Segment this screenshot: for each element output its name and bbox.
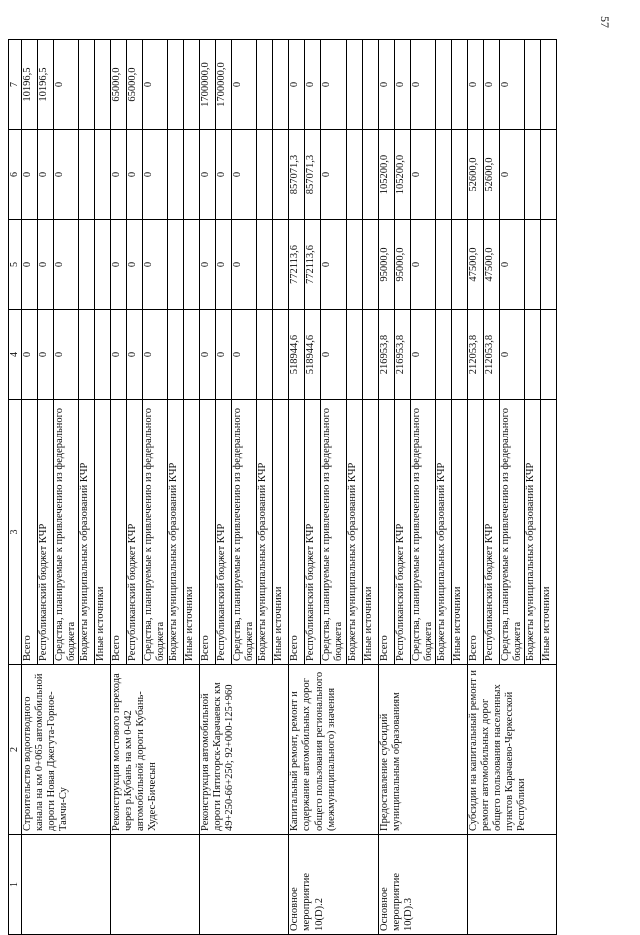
amount-cell: 0 [499, 310, 524, 400]
amount-cell: 0 [111, 130, 127, 220]
funding-source-cell: Иные источники [540, 400, 556, 665]
amount-cell: 10196,5 [38, 40, 54, 130]
activity-name-cell: Реконструкция автомобильной дороги Пятигорск-Карачаевск км 49+250-66+250; 92+000-125+960 [200, 665, 289, 835]
amount-cell [79, 130, 95, 220]
header-row [9, 40, 22, 935]
amount-cell: 212053,8 [483, 310, 499, 400]
amount-cell: 0 [54, 220, 79, 310]
amount-cell: 0 [216, 130, 232, 220]
funding-source-cell: Бюджеты муниципальных образований КЧР [79, 400, 95, 665]
amount-cell: 0 [143, 220, 168, 310]
amount-cell [273, 220, 289, 310]
column-header: 2 [9, 665, 22, 835]
table-row [289, 40, 305, 935]
amount-cell: 0 [232, 130, 257, 220]
amount-cell [435, 220, 451, 310]
funding-source-cell: Иные источники [362, 400, 378, 665]
amount-cell: 212053,8 [467, 310, 483, 400]
amount-cell [362, 40, 378, 130]
amount-cell [540, 40, 556, 130]
amount-cell [540, 310, 556, 400]
funding-source-cell: Средства, планируемые к привлечению из федерального бюджета [232, 400, 257, 665]
amount-cell: 0 [499, 130, 524, 220]
amount-cell [451, 130, 467, 220]
amount-cell: 0 [216, 220, 232, 310]
amount-cell [451, 40, 467, 130]
amount-cell [346, 130, 362, 220]
amount-cell [257, 40, 273, 130]
amount-cell: 216953,8 [394, 310, 410, 400]
amount-cell: 857071,3 [305, 130, 321, 220]
funding-source-cell: Иные источники [184, 400, 200, 665]
amount-cell: 0 [378, 40, 394, 130]
amount-cell [79, 220, 95, 310]
amount-cell [435, 310, 451, 400]
amount-cell: 65000,0 [111, 40, 127, 130]
funding-source-cell: Республиканский бюджет КЧР [305, 400, 321, 665]
amount-cell: 0 [410, 220, 435, 310]
amount-cell: 772113,6 [289, 220, 305, 310]
amount-cell: 0 [54, 40, 79, 130]
amount-cell: 0 [22, 220, 38, 310]
table-row [22, 40, 38, 935]
amount-cell [257, 310, 273, 400]
activity-name-cell: Капитальный ремонт, ремонт и содержание автомобильных дорог общего пользования регионального (межмуниципального) значения [289, 665, 378, 835]
amount-cell [95, 310, 111, 400]
funding-source-cell: Средства, планируемые к привлечению из федерального бюджета [410, 400, 435, 665]
amount-cell: 0 [216, 310, 232, 400]
amount-cell [184, 40, 200, 130]
funding-source-cell: Средства, планируемые к привлечению из федерального бюджета [499, 400, 524, 665]
funding-source-cell: Бюджеты муниципальных образований КЧР [524, 400, 540, 665]
amount-cell: 0 [127, 220, 143, 310]
amount-cell: 0 [127, 130, 143, 220]
amount-cell: 0 [54, 310, 79, 400]
amount-cell: 0 [111, 220, 127, 310]
amount-cell: 47500,0 [467, 220, 483, 310]
amount-cell [346, 310, 362, 400]
amount-cell: 0 [143, 40, 168, 130]
funding-source-cell: Республиканский бюджет КЧР [38, 400, 54, 665]
amount-cell [95, 40, 111, 130]
amount-cell [435, 40, 451, 130]
amount-cell [168, 310, 184, 400]
funding-source-cell: Бюджеты муниципальных образований КЧР [346, 400, 362, 665]
amount-cell: 52600,0 [483, 130, 499, 220]
amount-cell [540, 220, 556, 310]
activity-code-cell: Основное мероприятие 10(D).3 [378, 835, 467, 935]
activity-code-cell [22, 835, 111, 935]
table-wrapper [8, 40, 568, 935]
activity-name-cell: Предоставление субсидий муниципальным образованиям [378, 665, 467, 835]
amount-cell: 105200,0 [394, 130, 410, 220]
activity-name-cell: Строительство водоотводного канала на км 0+065 автомобильной дороги Новая Джегута-Горное-Тамчи-Су [22, 665, 111, 835]
amount-cell: 0 [499, 220, 524, 310]
page-number: 57 [598, 16, 612, 28]
amount-cell: 0 [54, 130, 79, 220]
amount-cell [168, 220, 184, 310]
amount-cell: 0 [232, 40, 257, 130]
amount-cell [184, 310, 200, 400]
funding-source-cell: Всего [467, 400, 483, 665]
amount-cell: 0 [38, 310, 54, 400]
funding-source-cell: Иные источники [273, 400, 289, 665]
funding-source-cell: Республиканский бюджет КЧР [216, 400, 232, 665]
activity-name-cell: Реконструкция мостового перехода через р.Кубань на км 0-042 автомобильной дороги Кубань-Худес-Бичесын [111, 665, 200, 835]
amount-cell [257, 130, 273, 220]
amount-cell [257, 220, 273, 310]
funding-source-cell: Бюджеты муниципальных образований КЧР [168, 400, 184, 665]
amount-cell: 0 [127, 310, 143, 400]
funding-source-cell: Всего [378, 400, 394, 665]
amount-cell [95, 220, 111, 310]
activity-code-cell [467, 835, 556, 935]
activity-name-cell: Субсидии на капитальный ремонт и ремонт автомобильных дорог общего пользования населенных пунктов Карачаево-Черкесской Республики [467, 665, 556, 835]
funding-source-cell: Всего [22, 400, 38, 665]
amount-cell: 518944,6 [289, 310, 305, 400]
amount-cell: 0 [467, 40, 483, 130]
amount-cell: 518944,6 [305, 310, 321, 400]
amount-cell: 0 [321, 130, 346, 220]
amount-cell [346, 220, 362, 310]
amount-cell [168, 130, 184, 220]
funding-source-cell: Республиканский бюджет КЧР [394, 400, 410, 665]
amount-cell [451, 220, 467, 310]
column-header: 3 [9, 400, 22, 665]
funding-source-cell: Всего [111, 400, 127, 665]
column-header: 5 [9, 220, 22, 310]
amount-cell: 105200,0 [378, 130, 394, 220]
amount-cell [273, 130, 289, 220]
amount-cell [362, 310, 378, 400]
funding-source-cell: Всего [200, 400, 216, 665]
amount-cell: 0 [22, 130, 38, 220]
amount-cell [362, 220, 378, 310]
amount-cell: 0 [321, 220, 346, 310]
activity-code-cell: Основное мероприятие 10(D).2 [289, 835, 378, 935]
amount-cell [95, 130, 111, 220]
amount-cell [273, 310, 289, 400]
amount-cell [79, 40, 95, 130]
funding-source-cell: Иные источники [95, 400, 111, 665]
amount-cell: 10196,5 [22, 40, 38, 130]
amount-cell: 1700000,0 [216, 40, 232, 130]
amount-cell: 0 [111, 310, 127, 400]
funding-source-cell: Бюджеты муниципальных образований КЧР [435, 400, 451, 665]
amount-cell: 0 [143, 130, 168, 220]
amount-cell: 0 [38, 130, 54, 220]
amount-cell [184, 130, 200, 220]
amount-cell [451, 310, 467, 400]
amount-cell [524, 130, 540, 220]
amount-cell: 772113,6 [305, 220, 321, 310]
amount-cell: 0 [305, 40, 321, 130]
amount-cell: 0 [410, 310, 435, 400]
funding-source-cell: Всего [289, 400, 305, 665]
funding-source-cell: Иные источники [451, 400, 467, 665]
amount-cell: 95000,0 [378, 220, 394, 310]
table-row [200, 40, 216, 935]
funding-table [8, 39, 557, 935]
table-row [111, 40, 127, 935]
amount-cell: 95000,0 [394, 220, 410, 310]
amount-cell [184, 220, 200, 310]
amount-cell [168, 40, 184, 130]
column-header: 6 [9, 130, 22, 220]
table-row [467, 40, 483, 935]
funding-source-cell: Средства, планируемые к привлечению из федерального бюджета [143, 400, 168, 665]
amount-cell: 0 [232, 310, 257, 400]
amount-cell [524, 220, 540, 310]
amount-cell [435, 130, 451, 220]
amount-cell [524, 40, 540, 130]
amount-cell: 0 [232, 220, 257, 310]
funding-source-cell: Средства, планируемые к привлечению из федерального бюджета [54, 400, 79, 665]
amount-cell: 0 [410, 40, 435, 130]
table-row [378, 40, 394, 935]
amount-cell [346, 40, 362, 130]
amount-cell: 0 [200, 220, 216, 310]
column-header: 1 [9, 835, 22, 935]
amount-cell: 0 [321, 40, 346, 130]
amount-cell [79, 310, 95, 400]
activity-code-cell [200, 835, 289, 935]
column-header: 7 [9, 40, 22, 130]
amount-cell: 0 [321, 310, 346, 400]
funding-source-cell: Бюджеты муниципальных образований КЧР [257, 400, 273, 665]
column-header: 4 [9, 310, 22, 400]
table-body [22, 40, 557, 935]
amount-cell: 0 [394, 40, 410, 130]
amount-cell: 0 [22, 310, 38, 400]
amount-cell: 52600,0 [467, 130, 483, 220]
amount-cell [362, 130, 378, 220]
amount-cell: 857071,3 [289, 130, 305, 220]
amount-cell: 0 [200, 310, 216, 400]
amount-cell: 47500,0 [483, 220, 499, 310]
amount-cell: 0 [483, 40, 499, 130]
funding-source-cell: Республиканский бюджет КЧР [127, 400, 143, 665]
amount-cell: 0 [289, 40, 305, 130]
amount-cell: 1700000,0 [200, 40, 216, 130]
amount-cell: 0 [143, 310, 168, 400]
amount-cell: 0 [499, 40, 524, 130]
activity-code-cell [111, 835, 200, 935]
amount-cell [524, 310, 540, 400]
amount-cell: 0 [38, 220, 54, 310]
amount-cell: 0 [410, 130, 435, 220]
amount-cell [540, 130, 556, 220]
amount-cell: 216953,8 [378, 310, 394, 400]
funding-source-cell: Республиканский бюджет КЧР [483, 400, 499, 665]
funding-source-cell: Средства, планируемые к привлечению из федерального бюджета [321, 400, 346, 665]
amount-cell [273, 40, 289, 130]
amount-cell: 0 [200, 130, 216, 220]
amount-cell: 65000,0 [127, 40, 143, 130]
